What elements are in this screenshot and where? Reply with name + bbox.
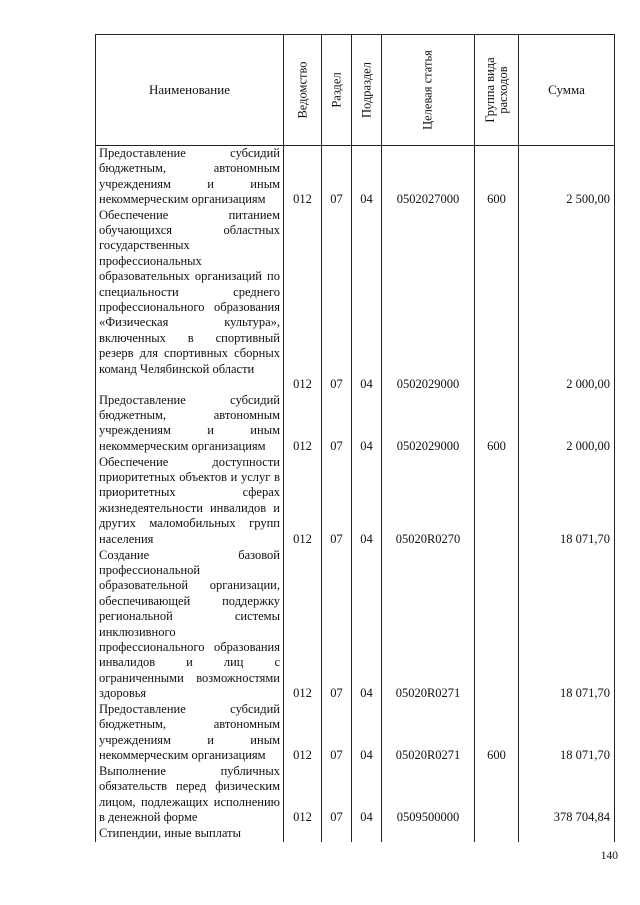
table-row <box>96 393 615 455</box>
row-razdel: 07 <box>330 686 343 701</box>
row-vedomstvo: 012 <box>293 439 312 454</box>
page-number: 140 <box>600 850 618 862</box>
row-name: Предоставление субсидий бюджетным, автономным учреждениям и иным некоммерческим организациям <box>96 146 284 208</box>
row-razdel: 07 <box>330 810 343 825</box>
row-podrazdel: 04 <box>360 377 373 392</box>
table-row <box>96 455 615 548</box>
row-vedomstvo: 012 <box>293 748 312 763</box>
header-name: Наименование <box>96 35 284 146</box>
header-row <box>96 35 615 146</box>
row-vedomstvo: 012 <box>293 810 312 825</box>
row-celevaya: 05020R0271 <box>395 748 461 763</box>
row-summa: 18 071,70 <box>560 532 610 547</box>
table-row <box>96 702 615 764</box>
row-celevaya: 05020R0271 <box>395 686 461 701</box>
budget-table <box>95 34 615 842</box>
row-summa: 2 000,00 <box>566 439 610 454</box>
row-celevaya: 0502029000 <box>396 439 460 454</box>
row-vedomstvo: 012 <box>293 192 312 207</box>
row-celevaya: 05020R0270 <box>395 532 461 547</box>
table-row <box>96 208 615 393</box>
row-name: Обеспечение питанием обучающихся областных государственных профессиональных образовательных организаций по специальности среднего профессионального образования «Физическая культура», включенных в спортивный резерв для спортивных сборных команд Челябинской области <box>96 208 284 393</box>
row-name: Создание базовой профессиональной образовательной организации, обеспечивающей поддержку региональной системы инклюзивного профессионального образования инвалидов и лиц с ограниченными возможностями здоровья <box>96 548 284 702</box>
row-razdel: 07 <box>330 439 343 454</box>
header-razdel: Раздел <box>322 35 352 146</box>
table-row <box>96 764 615 826</box>
row-summa: 18 071,70 <box>560 748 610 763</box>
row-podrazdel: 04 <box>360 439 373 454</box>
row-gruppa: 600 <box>487 439 506 454</box>
row-podrazdel: 04 <box>360 686 373 701</box>
row-summa: 2 500,00 <box>566 192 610 207</box>
header-gruppa: Группа вида расходов <box>475 35 519 146</box>
row-razdel: 07 <box>330 748 343 763</box>
row-gruppa: 600 <box>487 192 506 207</box>
header-celevaya: Целевая статья <box>382 35 475 146</box>
header-vedomstvo: Ведомство <box>284 35 322 146</box>
row-celevaya: 0502029000 <box>396 377 460 392</box>
row-name: Предоставление субсидий бюджетным, автономным учреждениям и иным некоммерческим организациям <box>96 702 284 764</box>
table-row <box>96 548 615 702</box>
row-gruppa: 600 <box>487 748 506 763</box>
row-vedomstvo: 012 <box>293 532 312 547</box>
row-summa: 378 704,84 <box>553 810 610 825</box>
row-name: Обеспечение доступности приоритетных объектов и услуг в приоритетных сферах жизнедеятельности инвалидов и других маломобильных групп населения <box>96 455 284 548</box>
row-razdel: 07 <box>330 377 343 392</box>
table-row <box>96 826 615 842</box>
row-celevaya: 0509500000 <box>396 810 460 825</box>
row-summa: 18 071,70 <box>560 686 610 701</box>
row-name: Предоставление субсидий бюджетным, автономным учреждениям и иным некоммерческим организациям <box>96 393 284 455</box>
row-podrazdel: 04 <box>360 810 373 825</box>
row-razdel: 07 <box>330 192 343 207</box>
row-podrazdel: 04 <box>360 192 373 207</box>
header-podrazdel: Подраздел <box>352 35 382 146</box>
table-row <box>96 146 615 208</box>
row-name: Выполнение публичных обязательств перед физическим лицом, подлежащих исполнению в денежной форме <box>96 764 284 826</box>
row-podrazdel: 04 <box>360 748 373 763</box>
row-podrazdel: 04 <box>360 532 373 547</box>
header-summa: Сумма <box>519 35 615 146</box>
row-celevaya: 0502027000 <box>396 192 460 207</box>
row-vedomstvo: 012 <box>293 377 312 392</box>
row-razdel: 07 <box>330 532 343 547</box>
row-vedomstvo: 012 <box>293 686 312 701</box>
row-summa: 2 000,00 <box>566 377 610 392</box>
row-name: Стипендии, иные выплаты <box>96 826 284 842</box>
